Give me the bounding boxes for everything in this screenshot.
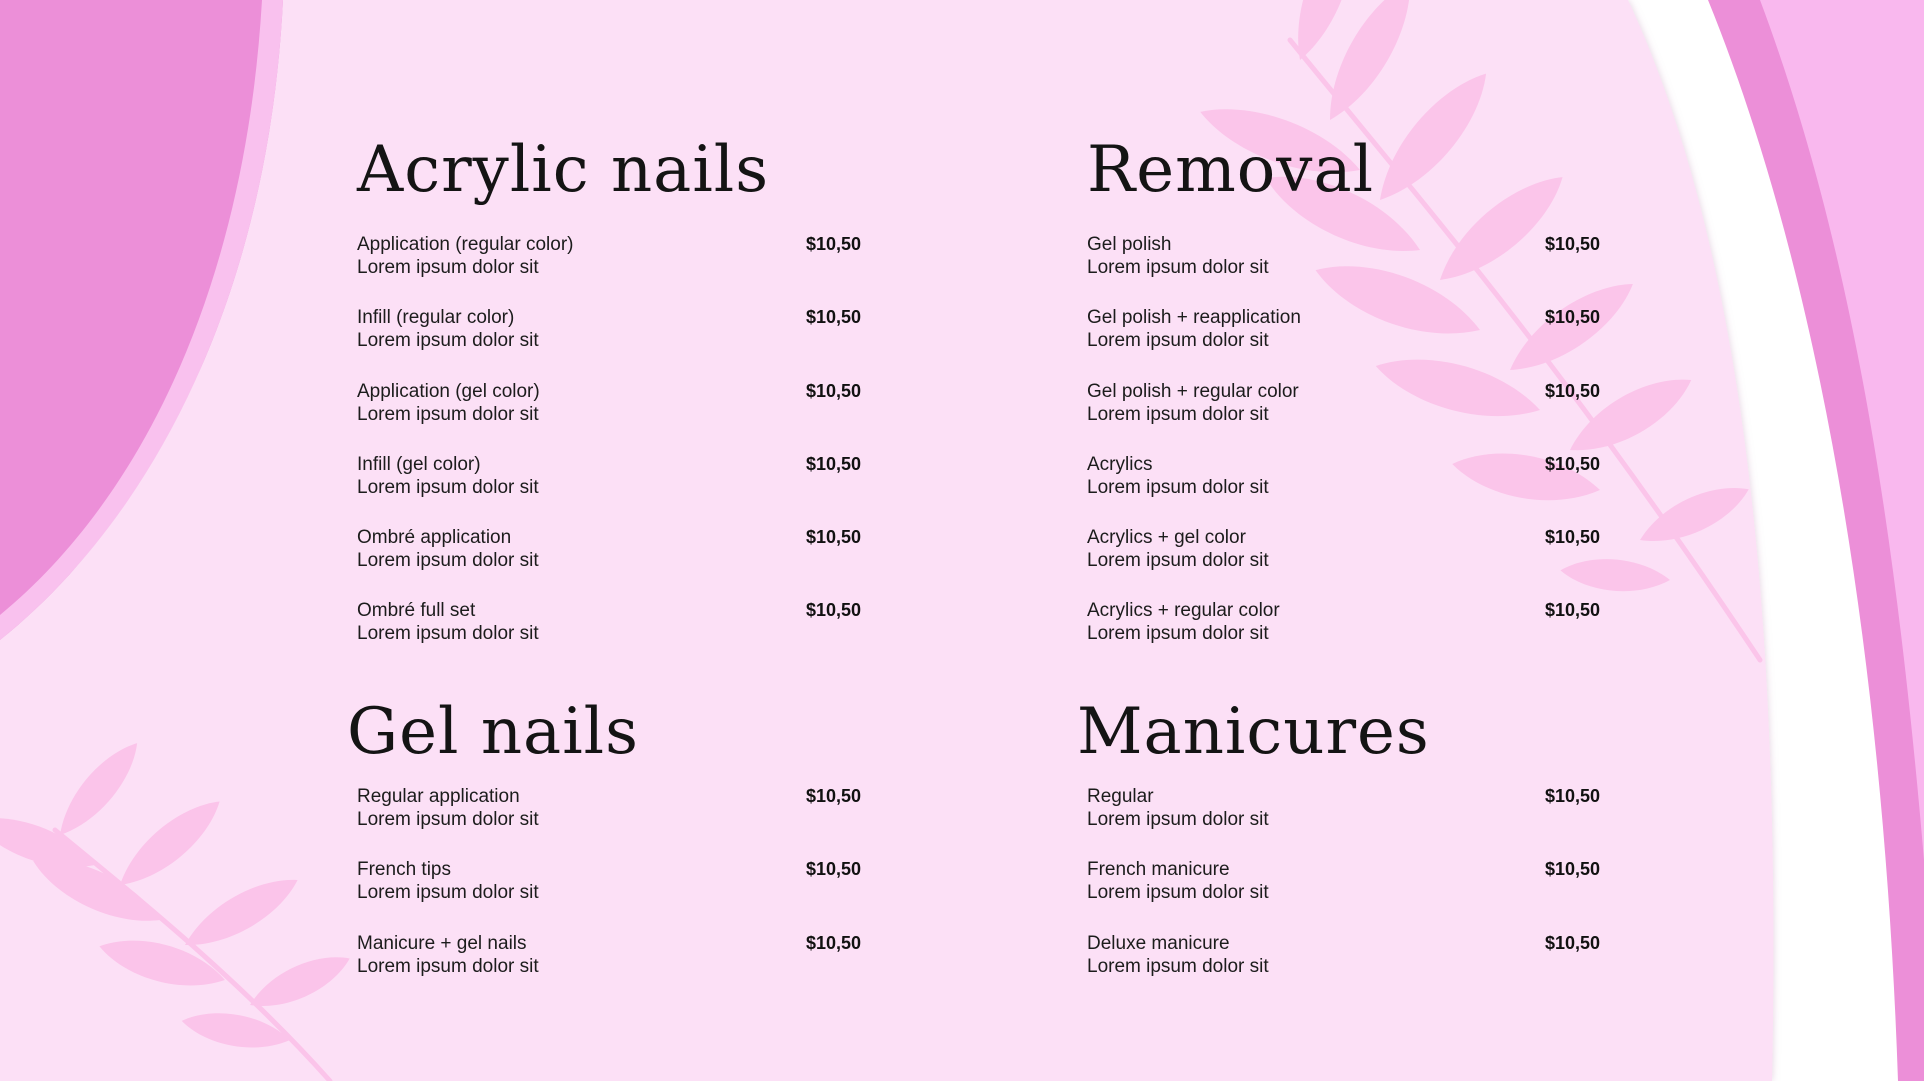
item-price: $10,50 bbox=[1545, 527, 1601, 548]
item-name: Acrylics bbox=[1087, 453, 1153, 475]
list-item bbox=[1087, 785, 1601, 858]
item-price: $10,50 bbox=[806, 786, 862, 806]
item-name: Infill (regular color) bbox=[357, 307, 515, 329]
list-item bbox=[1087, 932, 1601, 1005]
item-name: Infill (gel color) bbox=[357, 453, 481, 475]
item-description: Lorem ipsum dolor sit bbox=[357, 403, 539, 425]
item-description: Lorem ipsum dolor sit bbox=[357, 257, 539, 278]
item-price: $10,50 bbox=[806, 859, 862, 880]
list-item bbox=[357, 306, 862, 379]
item-description: Lorem ipsum dolor sit bbox=[1087, 476, 1269, 498]
item-description: Lorem ipsum dolor sit bbox=[357, 882, 539, 904]
list-item bbox=[357, 932, 862, 1005]
section-title: Gel nails bbox=[347, 695, 639, 769]
list-item bbox=[1087, 306, 1601, 379]
item-name: Application (regular color) bbox=[357, 234, 574, 255]
section-manicures bbox=[1077, 695, 1601, 977]
item-price: $10,50 bbox=[1545, 234, 1601, 254]
item-price: $10,50 bbox=[1545, 786, 1601, 806]
list-item bbox=[1087, 453, 1601, 526]
item-description: Lorem ipsum dolor sit bbox=[357, 330, 539, 352]
item-name: Ombré full set bbox=[357, 600, 476, 622]
item-list bbox=[1087, 233, 1601, 673]
list-item bbox=[1087, 599, 1601, 672]
item-price: $10,50 bbox=[806, 307, 862, 328]
item-price: $10,50 bbox=[1545, 600, 1601, 621]
item-description: Lorem ipsum dolor sit bbox=[357, 809, 539, 830]
item-price: $10,50 bbox=[1545, 380, 1601, 401]
item-description: Lorem ipsum dolor sit bbox=[1087, 403, 1269, 425]
list-item bbox=[357, 233, 862, 306]
list-item bbox=[1087, 858, 1601, 931]
list-item bbox=[357, 785, 862, 858]
item-description: Lorem ipsum dolor sit bbox=[1087, 882, 1269, 904]
item-price: $10,50 bbox=[806, 527, 862, 548]
section-gel-nails bbox=[347, 695, 862, 977]
list-item bbox=[357, 453, 862, 526]
item-name: Regular application bbox=[357, 786, 520, 807]
list-item bbox=[1087, 233, 1601, 306]
item-price: $10,50 bbox=[806, 380, 862, 401]
item-description: Lorem ipsum dolor sit bbox=[357, 550, 539, 572]
list-item bbox=[357, 526, 862, 599]
item-description: Lorem ipsum dolor sit bbox=[357, 955, 539, 977]
item-price: $10,50 bbox=[806, 453, 862, 474]
item-list bbox=[357, 233, 862, 673]
section-removal bbox=[1087, 133, 1601, 645]
list-item bbox=[357, 599, 862, 672]
item-name: Acrylics + regular color bbox=[1087, 600, 1280, 622]
item-name: Regular bbox=[1087, 786, 1154, 807]
item-description: Lorem ipsum dolor sit bbox=[1087, 955, 1269, 977]
item-price: $10,50 bbox=[806, 234, 862, 254]
list-item bbox=[357, 858, 862, 931]
item-description: Lorem ipsum dolor sit bbox=[357, 476, 539, 498]
item-name: Acrylics + gel color bbox=[1087, 527, 1246, 549]
item-name: Gel polish + reapplication bbox=[1087, 307, 1301, 329]
item-name: Deluxe manicure bbox=[1087, 932, 1230, 954]
item-description: Lorem ipsum dolor sit bbox=[1087, 550, 1269, 572]
item-list bbox=[1087, 785, 1601, 1005]
item-description: Lorem ipsum dolor sit bbox=[357, 623, 539, 645]
item-name: Gel polish bbox=[1087, 234, 1172, 255]
item-name: Gel polish + regular color bbox=[1087, 380, 1299, 402]
section-title: Acrylic nails bbox=[357, 133, 770, 207]
item-description: Lorem ipsum dolor sit bbox=[1087, 623, 1269, 645]
item-description: Lorem ipsum dolor sit bbox=[1087, 330, 1269, 352]
item-price: $10,50 bbox=[806, 600, 862, 621]
item-name: French tips bbox=[357, 859, 451, 881]
section-title: Manicures bbox=[1077, 695, 1430, 769]
section-title: Removal bbox=[1087, 133, 1375, 207]
item-name: French manicure bbox=[1087, 859, 1230, 881]
item-description: Lorem ipsum dolor sit bbox=[1087, 257, 1269, 278]
item-price: $10,50 bbox=[1545, 859, 1601, 880]
item-price: $10,50 bbox=[1545, 307, 1601, 328]
list-item bbox=[1087, 526, 1601, 599]
item-description: Lorem ipsum dolor sit bbox=[1087, 809, 1269, 830]
list-item bbox=[1087, 380, 1601, 453]
item-price: $10,50 bbox=[806, 932, 862, 953]
item-price: $10,50 bbox=[1545, 453, 1601, 474]
item-list bbox=[357, 785, 862, 1005]
item-name: Ombré application bbox=[357, 527, 512, 549]
item-name: Manicure + gel nails bbox=[357, 932, 527, 954]
list-item bbox=[357, 380, 862, 453]
item-name: Application (gel color) bbox=[357, 380, 540, 402]
item-price: $10,50 bbox=[1545, 932, 1601, 953]
section-acrylic-nails bbox=[357, 133, 862, 645]
